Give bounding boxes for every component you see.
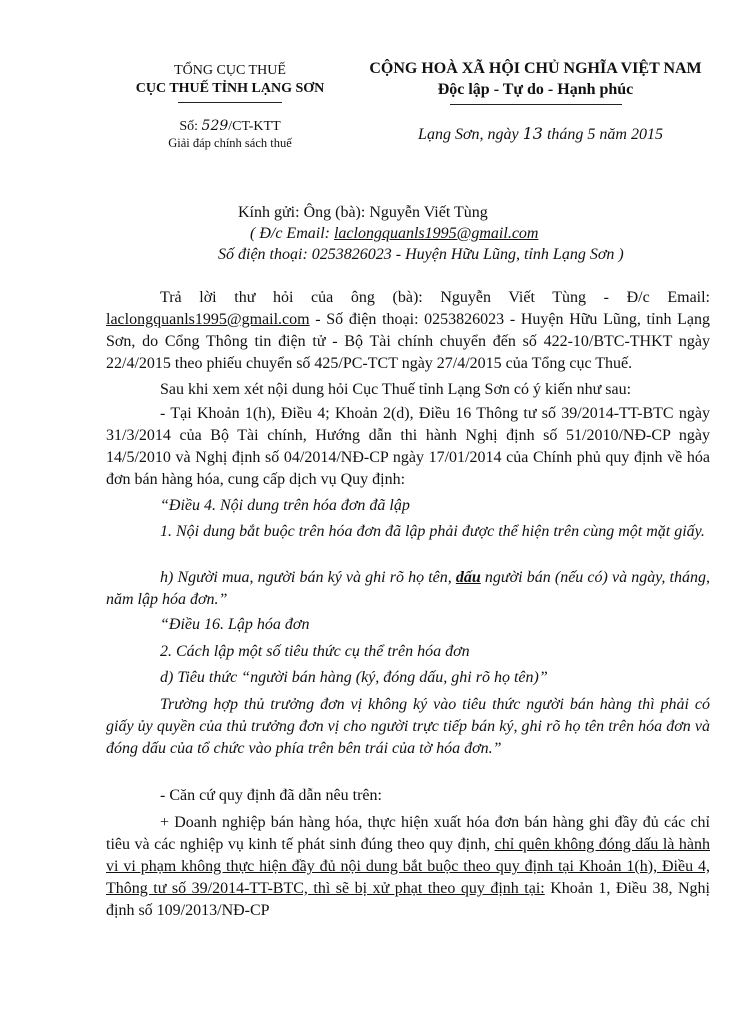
- quote-point-h: h) Người mua, người bán ký và ghi rõ họ tên, dấu người bán (nếu có) và ngày, tháng, năm lập hóa đơn.”: [106, 569, 710, 608]
- nation-title: CỘNG HOÀ XÃ HỘI CHỦ NGHĨA VIỆT NAM: [369, 60, 702, 77]
- handwritten-day: 13: [522, 124, 543, 143]
- recipient-line: Kính gửi: Ông (bà): Nguyễn Viết Tùng: [238, 204, 488, 221]
- review-paragraph: Sau khi xem xét nội dung hỏi Cục Thuế tỉnh Lạng Sơn có ý kiến như sau:: [160, 381, 632, 398]
- agency-header: [100, 62, 360, 98]
- emphasized-word: dấu: [455, 569, 481, 586]
- quote-case: Trường hợp thủ trưởng đơn vị không ký vào tiêu thức người bán hàng thì phải có giấy ủy quyền của thủ trưởng đơn vị cho người trực tiếp bán ký, ghi rõ họ tên trên hóa đơn và đóng dấu của tổ chức vào phía trên bên trái của tờ hóa đơn.”: [106, 696, 710, 757]
- basis-paragraph: - Căn cứ quy định đã dẫn nêu trên:: [160, 787, 382, 804]
- recipient-email-line: ( Đ/c Email: laclongquanls1995@gmail.com: [250, 225, 539, 242]
- agency-name: CỤC THUẾ TỈNH LẠNG SƠN: [135, 81, 325, 96]
- recipient-email: laclongquanls1995@gmail.com: [333, 225, 539, 242]
- motto-underline: [450, 104, 622, 105]
- handwritten-number: 529: [201, 118, 229, 134]
- agency-parent: TỔNG CỤC THUẾ: [174, 63, 286, 78]
- underlined-conclusion: chỉ quên không đóng dấu là hành vi vi phạm không thực hiện đầy đủ nội dung bắt buộc theo quy định tại Khoản 1(h), Điều 4, Thông tư số 39/2014-TT-BTC, thì sẽ bị xử phạt theo quy định tại:: [106, 836, 710, 897]
- conclusion-paragraph: + Doanh nghiệp bán hàng hóa, thực hiện xuất hóa đơn bán hàng ghi đầy đủ các chỉ tiêu và các nghiệp vụ kinh tế phát sinh đúng theo quy định, chỉ quên không đóng dấu là hành vi vi phạm không thực hiện đầy đủ nội dung bắt buộc theo quy định tại Khoản 1(h), Điều 4, Thông tư số 39/2014-TT-BTC, thì sẽ bị xử phạt theo quy định tại: Khoản 1, Điều 38, Nghị định số 109/2013/NĐ-CP: [106, 814, 710, 919]
- nation-header: [358, 58, 713, 100]
- quote-clause-1: 1. Nội dung bắt buộc trên hóa đơn đã lập phải được thể hiện trên cùng một mặt giấy.: [160, 523, 705, 540]
- document-number: Số: 529/CT-KTT: [179, 118, 281, 134]
- agency-underline: [178, 102, 282, 103]
- quote-clause-2: 2. Cách lập một số tiêu thức cụ thể trên hóa đơn: [160, 643, 470, 660]
- legal-basis-paragraph: - Tại Khoản 1(h), Điều 4; Khoản 2(d), Điều 16 Thông tư số 39/2014-TT-BTC ngày 31/3/2014 của Bộ Tài chính, Hướng dẫn thi hành Nghị định số 51/2010/NĐ-CP ngày 14/5/2010 và Nghị định số 04/2014/NĐ-CP ngày 17/01/2014 của Chính phủ quy định về hóa đơn bán hàng hóa, cung cấp dịch vụ Quy định:: [106, 405, 710, 488]
- quote-point-d: d) Tiêu thức “người bán hàng (ký, đóng dấu, ghi rõ họ tên)”: [160, 669, 548, 686]
- recipient-block: [218, 202, 658, 265]
- quote-article-4: “Điều 4. Nội dung trên hóa đơn đã lập: [160, 497, 410, 514]
- document-subject: Giải đáp chính sách thuế: [168, 136, 292, 150]
- recipient-phone-line: Số điện thoại: 0253826023 - Huyện Hữu Lũng, tỉnh Lạng Sơn ): [218, 246, 624, 263]
- place-date: Lạng Sơn, ngày 13 tháng 5 năm 2015: [418, 124, 663, 143]
- quote-article-16: “Điều 16. Lập hóa đơn: [160, 616, 310, 633]
- reply-paragraph: Trả lời thư hỏi của ông (bà): Nguyễn Viết Tùng - Đ/c Email: laclongquanls1995@gmail.com - Số điện thoại: 0253826023 - Huyện Hữu Lũng, tỉnh Lạng Sơn, do Cổng Thông tin điện tử - Bộ Tài chính chuyển đến số 422-10/BTC-THKT ngày 22/4/2015 theo phiếu chuyển số 425/PC-TCT ngày 27/4/2015 của Tổng cục Thuế.: [106, 289, 710, 372]
- email-link: laclongquanls1995@gmail.com: [106, 311, 310, 328]
- motto: Độc lập - Tự do - Hạnh phúc: [437, 81, 634, 98]
